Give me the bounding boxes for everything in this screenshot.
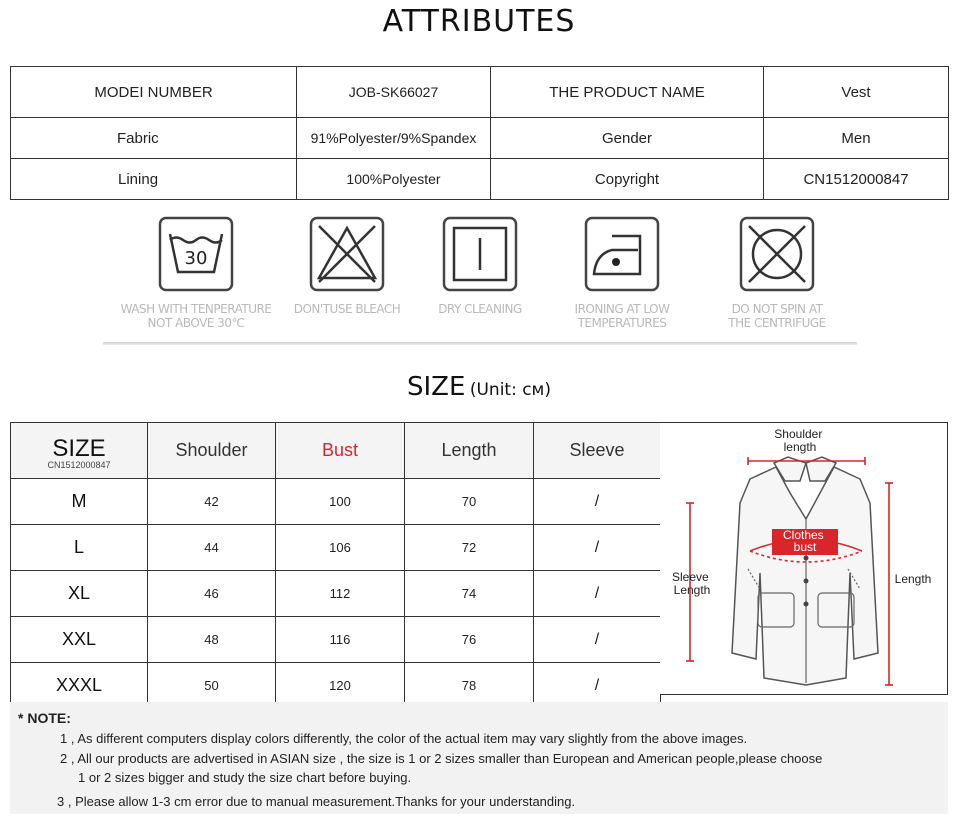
sleeve-cell: / (534, 617, 661, 663)
wash-30-icon (156, 214, 236, 294)
care-label: DO NOT SPIN AT THE CENTRIFUGE (728, 302, 826, 330)
attribute-row (11, 118, 949, 159)
attribute-value: Men (764, 118, 949, 159)
size-title (0, 372, 958, 402)
sleeve-label-line: Sleeve (671, 570, 709, 584)
attribute-value: Vest (764, 67, 949, 118)
size-unit: (Unit: cм) (469, 380, 552, 400)
iron-low-icon (582, 214, 662, 294)
length-cell: 76 (405, 617, 534, 663)
bust-label-line: bust (793, 540, 817, 554)
attribute-value: 91%Polyester/9%Spandex (297, 118, 491, 159)
no-spin-icon (737, 214, 817, 294)
size-cell: L (11, 525, 148, 571)
note-item: 3 , Please allow 1-3 cm error due to manual measurement.Thanks for your understanding. (57, 794, 576, 809)
care-iron (542, 214, 702, 330)
shoulder-label-line: Shoulder (774, 427, 823, 441)
sleeve-length-label (672, 570, 712, 597)
attributes-table (10, 66, 949, 200)
shoulder-label-line: length (783, 440, 817, 454)
length-cell: 78 (405, 663, 534, 709)
shoulder-cell: 42 (148, 479, 276, 525)
attributes-title: ATTRIBUTES (382, 4, 576, 39)
size-title-text: SIZE (406, 372, 466, 402)
measurement-diagram (660, 422, 948, 695)
attribute-key: Fabric (11, 118, 297, 159)
attribute-value: 100%Polyester (297, 159, 491, 200)
bust-cell: 116 (276, 617, 405, 663)
attribute-key: MODEI NUMBER (11, 67, 297, 118)
note-item: 1 , As different computers display colors differently, the color of the actual item may vary slightly from the above images. (60, 731, 748, 746)
jacket-diagram-icon (660, 423, 948, 696)
column-header-length: Length (405, 423, 534, 479)
care-label: WASH WITH TENPERATURE NOT ABOVE 30℃ (120, 302, 272, 330)
size-cell: M (11, 479, 148, 525)
attribute-value: CN1512000847 (764, 159, 949, 200)
care-spin (697, 214, 857, 330)
attribute-row (11, 67, 949, 118)
length-cell: 70 (405, 479, 534, 525)
care-dry (400, 214, 560, 316)
shoulder-label (774, 427, 825, 454)
sleeve-cell: / (534, 525, 661, 571)
care-divider (103, 342, 857, 345)
size-row (11, 617, 661, 663)
length-cell: 74 (405, 571, 534, 617)
column-header-bust: Bust (276, 423, 405, 479)
size-cell: XL (11, 571, 148, 617)
notes-panel (10, 702, 948, 814)
bust-cell: 112 (276, 571, 405, 617)
bust-cell: 100 (276, 479, 405, 525)
care-label: DON'TUSE BLEACH (293, 302, 401, 316)
attribute-key: THE PRODUCT NAME (491, 67, 764, 118)
sleeve-cell: / (534, 479, 661, 525)
size-row (11, 571, 661, 617)
size-header-label: SIZE (52, 434, 106, 462)
dry-cleaning-icon (440, 214, 520, 294)
size-row (11, 479, 661, 525)
care-label: DRY CLEANING (438, 302, 522, 316)
length-label: Length (894, 572, 932, 586)
shoulder-cell: 46 (148, 571, 276, 617)
bust-label-line: Clothes (782, 528, 824, 542)
wash-temp-value: 30 (184, 248, 208, 269)
no-bleach-icon (307, 214, 387, 294)
sleeve-cell: / (534, 663, 661, 709)
size-header-code: CN1512000847 (47, 459, 111, 470)
size-header-cell (11, 423, 148, 479)
note-item: 1 or 2 sizes bigger and study the size chart before buying. (78, 770, 412, 785)
note-item: 2 , All our products are advertised in ASIAN size , the size is 1 or 2 sizes smaller than European and American people,please choose (60, 751, 823, 766)
sleeve-label-line: Length (673, 583, 711, 597)
shoulder-cell: 48 (148, 617, 276, 663)
attribute-value: JOB-SK66027 (297, 67, 491, 118)
size-table (10, 422, 661, 709)
bust-cell: 120 (276, 663, 405, 709)
notes-heading: * NOTE: (18, 710, 71, 726)
attribute-key: Copyright (491, 159, 764, 200)
size-cell: XXXL (11, 663, 148, 709)
size-cell: XXL (11, 617, 148, 663)
size-row (11, 525, 661, 571)
attribute-key: Gender (491, 118, 764, 159)
attribute-row (11, 159, 949, 200)
shoulder-cell: 44 (148, 525, 276, 571)
length-cell: 72 (405, 525, 534, 571)
size-header-row (11, 423, 661, 479)
column-header-shoulder: Shoulder (148, 423, 276, 479)
care-label: IRONING AT LOW TEMPERATURES (574, 302, 670, 330)
attribute-key: Lining (11, 159, 297, 200)
shoulder-cell: 50 (148, 663, 276, 709)
column-header-sleeve: Sleeve (534, 423, 661, 479)
bust-cell: 106 (276, 525, 405, 571)
care-wash (116, 214, 276, 330)
sleeve-cell: / (534, 571, 661, 617)
